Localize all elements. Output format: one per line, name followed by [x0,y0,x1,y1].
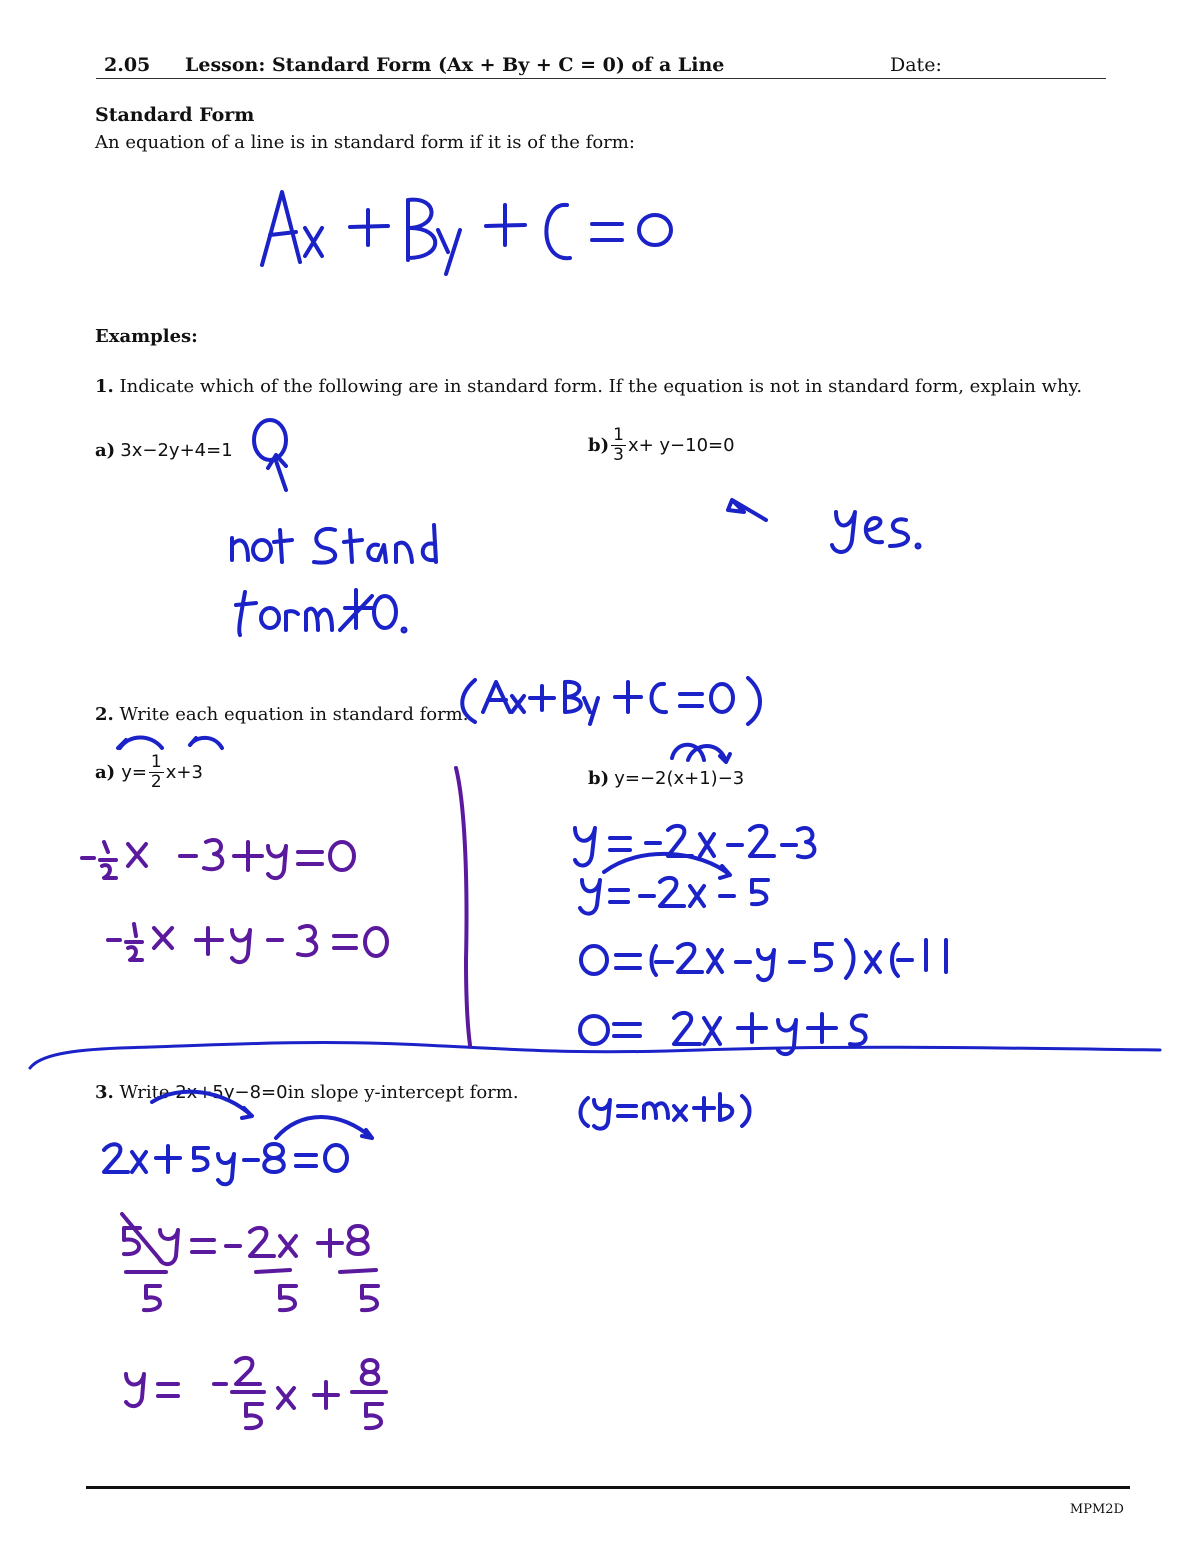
question-2a-lhs: y= [121,762,147,783]
question-2a-fraction-num: 1 [150,752,162,772]
question-2a-fraction-den: 2 [150,772,162,792]
question-2a-rest: x+3 [165,762,203,783]
handwritten-q2b-working [575,826,946,1129]
question-1a-equation: 3x−2y+4=1 [120,440,233,461]
question-1b-equation: x+ y−10=0 [627,435,735,456]
question-3-number: 3. [95,1082,114,1103]
standard-form-definition: An equation of a line is in standard form if it is of the form: [95,132,635,153]
question-2b-label: b) [588,768,610,789]
column-divider-line [456,768,470,1045]
question-3-equation: 2x+5y−8=0 [175,1082,288,1103]
question-1b-fraction-num: 1 [613,425,624,445]
question-2a-label: a) [95,762,116,783]
lesson-number: 2.05 [104,54,151,76]
handwritten-standard-form-reminder [462,678,760,724]
question-3-text-end: in slope y-intercept form. [287,1082,519,1103]
handwritten-q2a-working [82,840,387,962]
lesson-title: Lesson: Standard Form (Ax + By + C = 0) of a Line [185,54,725,76]
question-1b-fraction-den: 3 [613,445,624,465]
question-1a-label: a) [95,440,116,461]
question-1b-label: b) [588,435,610,456]
question-1-text: Indicate which of the following are in standard form. If the equation is not in standard form, explain why. [119,376,1083,397]
purple-ink [82,768,470,1428]
date-label: Date: [890,54,942,76]
handwritten-q3-working [122,1214,386,1428]
question-1-number: 1. [95,376,114,397]
question-2b-equation: y=−2(x+1)−3 [614,768,745,789]
blue-ink [104,192,946,1184]
question-2-number: 2. [95,704,114,725]
handwritten-not-standard [232,525,436,635]
handwritten-yes [728,500,920,552]
handwritten-standard-form [262,192,671,274]
question-3-text-start: Write [119,1082,170,1103]
standard-form-heading: Standard Form [95,104,255,126]
section-divider-line [30,1043,1160,1068]
move-arrows [118,737,730,762]
examples-heading: Examples: [95,326,198,347]
question-2-text: Write each equation in standard form. [119,704,469,725]
course-code: MPM2D [1069,1502,1124,1517]
circle-annotation [254,420,286,490]
handwritten-q3-first-step [104,1092,372,1185]
